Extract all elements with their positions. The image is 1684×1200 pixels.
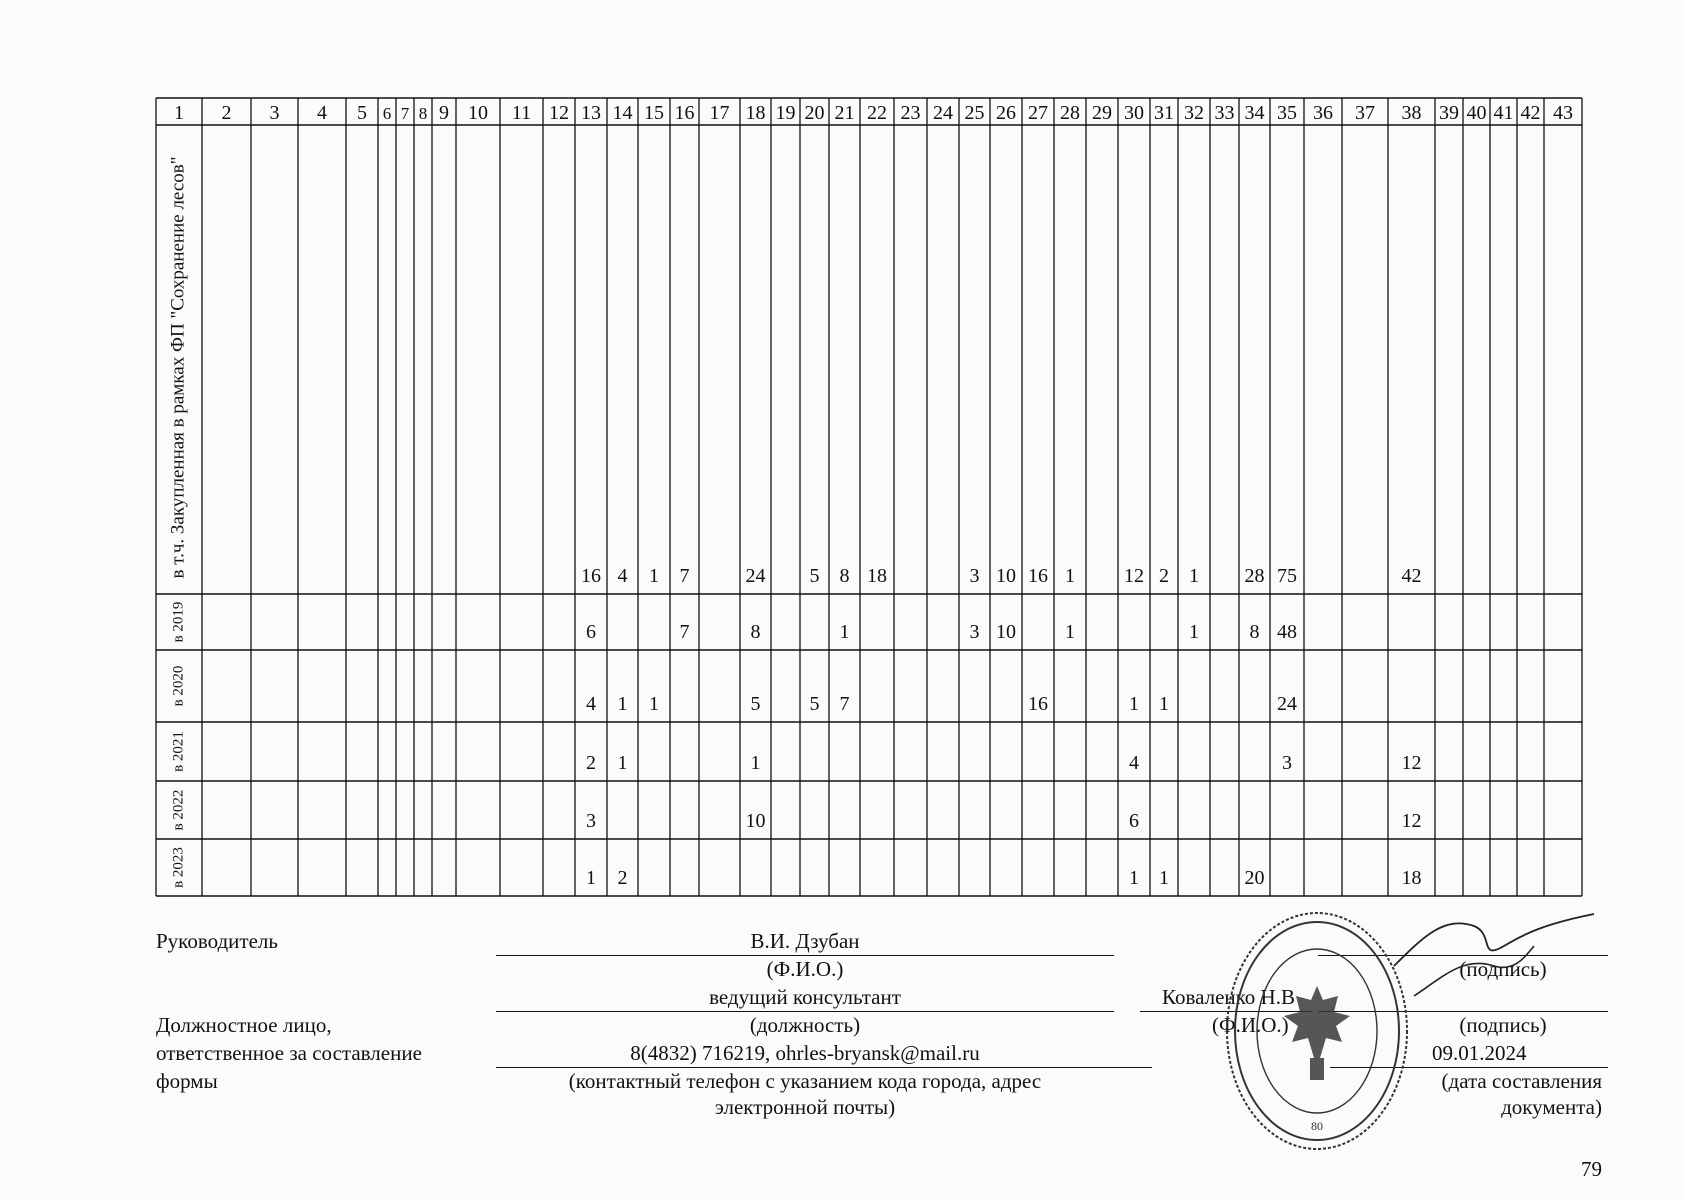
table-cell-value: 8 <box>1249 621 1260 643</box>
table-cell-value: 16 <box>1028 565 1048 587</box>
official-name-caption: (Ф.И.О.) <box>1212 1013 1289 1037</box>
table-cell-value: 3 <box>969 621 980 643</box>
table-cell-value: 1 <box>1189 565 1199 587</box>
table-cell-value: 8 <box>839 565 850 587</box>
column-number-header: 17 <box>709 102 730 124</box>
official-position-caption: (должность) <box>749 1013 861 1037</box>
column-number-header: 24 <box>933 102 953 124</box>
table-cell-value: 1 <box>586 867 596 889</box>
double-headed-eagle-icon <box>1284 986 1350 1080</box>
column-number-header: 21 <box>834 102 855 124</box>
table-cell-value: 1 <box>1065 565 1075 587</box>
column-number-header: 15 <box>644 102 664 124</box>
column-number-header: 31 <box>1154 102 1174 124</box>
column-number-header: 20 <box>804 102 825 124</box>
row-label: в 2022 <box>170 789 187 831</box>
table-cell-value: 8 <box>750 621 761 643</box>
document-date: 09.01.2024 <box>1432 1041 1527 1065</box>
column-number-header: 36 <box>1313 102 1333 124</box>
table-cell-value: 20 <box>1244 867 1265 889</box>
row-label: в т.ч. Закупленная в рамках ФП "Сохранение лесов" <box>167 156 189 579</box>
table-cell-value: 6 <box>1129 810 1139 832</box>
table-cell-value: 7 <box>679 621 690 643</box>
column-number-header: 41 <box>1493 102 1514 124</box>
table-cell-value: 18 <box>1401 867 1422 889</box>
column-number-header: 7 <box>400 104 410 123</box>
column-number-header: 5 <box>357 102 367 124</box>
table-cell-value: 12 <box>1401 810 1422 832</box>
head-name-caption: (Ф.И.О.) <box>766 957 844 981</box>
table-cell-value: 3 <box>969 565 980 587</box>
column-number-header: 11 <box>511 102 532 124</box>
official-position: ведущий консультант <box>709 985 901 1009</box>
row-label: в 2023 <box>170 847 187 888</box>
column-number-header: 28 <box>1060 102 1080 124</box>
column-number-header: 29 <box>1092 102 1112 124</box>
official-signature-caption: (подпись) <box>1459 1013 1547 1037</box>
head-name: В.И. Дзубан <box>750 929 860 953</box>
table-cell-value: 2 <box>586 752 596 774</box>
column-number-header: 39 <box>1439 102 1459 124</box>
column-number-header: 43 <box>1553 102 1573 124</box>
table-cell-value: 1 <box>1159 867 1169 889</box>
official-position-line <box>496 1011 1114 1012</box>
column-number-header: 40 <box>1466 102 1487 124</box>
table-cell-value: 1 <box>1129 693 1139 715</box>
column-number-header: 34 <box>1244 102 1265 124</box>
column-number-header: 23 <box>900 102 921 124</box>
table-cell-value: 48 <box>1277 621 1297 643</box>
handwritten-signatures <box>1384 906 1620 1016</box>
column-number-header: 9 <box>439 102 449 124</box>
column-number-header: 6 <box>382 104 392 123</box>
contact-caption-2: электронной почты) <box>714 1095 896 1119</box>
column-number-header: 8 <box>418 104 428 123</box>
table-cell-value: 2 <box>617 867 628 889</box>
column-number-header: 37 <box>1355 102 1375 124</box>
official-label-2: ответственное за составление <box>156 1041 422 1065</box>
table-cell-value: 24 <box>745 565 766 587</box>
table-cell-value: 1 <box>750 752 761 774</box>
table-cell-value: 4 <box>586 693 596 715</box>
row-label: в 2019 <box>170 601 187 643</box>
column-number-header: 35 <box>1277 102 1297 124</box>
table-cell-value: 6 <box>586 621 596 643</box>
table-cell-value: 42 <box>1401 565 1422 587</box>
column-number-header: 26 <box>996 102 1016 124</box>
row-label: в 2021 <box>170 731 187 772</box>
table-cell-value: 16 <box>1028 693 1048 715</box>
table-cell-value: 5 <box>809 565 820 587</box>
column-number-header: 22 <box>867 102 887 124</box>
column-number-header: 14 <box>612 102 633 124</box>
table-cell-value: 7 <box>839 693 850 715</box>
column-number-header: 19 <box>775 102 796 124</box>
column-number-header: 3 <box>269 102 280 124</box>
column-number-header: 32 <box>1184 102 1204 124</box>
contact-info: 8(4832) 716219, ohrles-bryansk@mail.ru <box>630 1041 980 1065</box>
table-cell-value: 16 <box>581 565 601 587</box>
table-cell-value: 5 <box>809 693 820 715</box>
column-number-header: 25 <box>964 102 985 124</box>
table-cell-value: 1 <box>1189 621 1199 643</box>
column-number-header: 2 <box>221 102 232 124</box>
column-number-header: 13 <box>581 102 601 124</box>
column-number-header: 10 <box>468 102 488 124</box>
table-cell-value: 1 <box>617 693 628 715</box>
table-cell-value: 1 <box>649 565 659 587</box>
date-caption-2: документа) <box>1501 1095 1602 1119</box>
head-signature-caption: (подпись) <box>1459 957 1547 981</box>
date-caption-1: (дата составления <box>1441 1069 1602 1093</box>
table-cell-value: 18 <box>867 565 887 587</box>
table-cell-value: 1 <box>839 621 850 643</box>
column-number-header: 33 <box>1214 102 1235 124</box>
table-cell-value: 12 <box>1124 565 1144 587</box>
column-number-header: 27 <box>1028 102 1048 124</box>
page-number: 79 <box>1581 1157 1602 1181</box>
column-number-header: 4 <box>317 102 327 124</box>
column-number-header: 30 <box>1124 102 1144 124</box>
column-number-header: 16 <box>674 102 695 124</box>
table-cell-value: 10 <box>996 565 1016 587</box>
table-cell-value: 24 <box>1277 693 1297 715</box>
contact-line <box>496 1067 1152 1068</box>
column-number-header: 38 <box>1401 102 1422 124</box>
row-label: в 2020 <box>170 665 187 707</box>
table-cell-value: 3 <box>586 810 596 832</box>
head-name-line <box>496 955 1114 956</box>
column-number-header: 1 <box>174 102 184 124</box>
svg-text:80: 80 <box>1311 1119 1323 1133</box>
official-name: Коваленко Н.В <box>1162 985 1295 1009</box>
official-label-1: Должностное лицо, <box>156 1013 332 1037</box>
column-number-header: 18 <box>745 102 766 124</box>
table-cell-value: 3 <box>1282 752 1292 774</box>
table-cell-value: 1 <box>1065 621 1075 643</box>
table-cell-value: 5 <box>750 693 761 715</box>
table-cell-value: 2 <box>1159 565 1169 587</box>
table-cell-value: 1 <box>1129 867 1139 889</box>
table-cell-value: 10 <box>996 621 1016 643</box>
table-cell-value: 1 <box>617 752 628 774</box>
table-cell-value: 10 <box>745 810 766 832</box>
contact-caption-1: (контактный телефон с указанием кода города, адрес <box>568 1069 1042 1093</box>
table-cell-value: 28 <box>1244 565 1265 587</box>
table-cell-value: 1 <box>1159 693 1169 715</box>
table-cell-value: 4 <box>1129 752 1139 774</box>
table-cell-value: 75 <box>1277 565 1297 587</box>
table-cell-value: 7 <box>679 565 690 587</box>
table-cell-value: 1 <box>649 693 659 715</box>
head-label: Руководитель <box>156 929 278 953</box>
table-cell-value: 4 <box>617 565 628 587</box>
table-cell-value: 12 <box>1401 752 1422 774</box>
column-number-header: 12 <box>549 102 569 124</box>
official-label-3: формы <box>156 1069 218 1093</box>
column-number-header: 42 <box>1520 102 1541 124</box>
